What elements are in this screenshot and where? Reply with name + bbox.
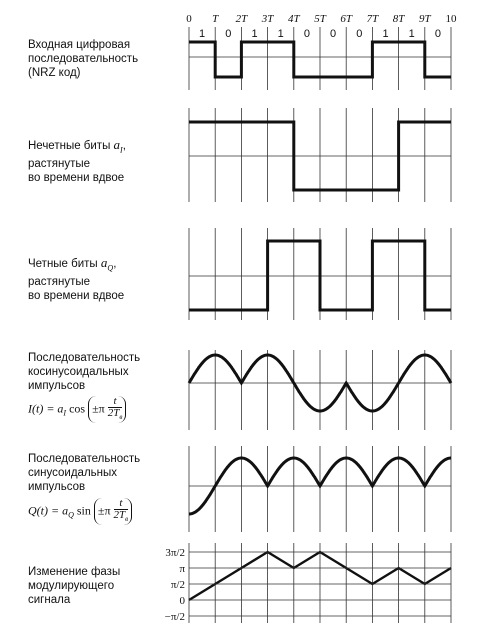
nrz-row-label — [28, 38, 138, 80]
cos-formula — [28, 396, 126, 423]
even-trace — [189, 241, 451, 310]
time-tick-label: 5T — [314, 13, 326, 25]
time-tick-label: 2T — [235, 13, 248, 25]
bit-label: 0 — [434, 28, 441, 40]
time-tick-label: 3T — [261, 13, 274, 25]
sin-formula-coef: a — [62, 503, 69, 518]
time-tick-label: T — [212, 13, 219, 25]
time-tick-label: 0 — [186, 13, 192, 25]
cos-formula-sub: I — [63, 408, 67, 418]
even-row-label — [28, 256, 124, 303]
odd-label-line: Нечетные биты $a_I$, — [28, 137, 126, 155]
cos-formula-lhs: I(t) = — [28, 401, 58, 416]
time-tick-label: 8T — [392, 13, 405, 25]
time-tick-label: 10 — [445, 13, 457, 25]
time-tick-label: 6T — [340, 13, 353, 25]
sin-row-label — [28, 452, 140, 494]
sin-formula-paren — [94, 498, 132, 525]
cos-formula-fraction — [108, 396, 123, 423]
sin-label-line: импульсов — [28, 481, 86, 493]
phase-row-label — [28, 565, 120, 607]
sin-formula-pm: ±π — [97, 503, 111, 518]
cos-label-line: косинусоидальных — [28, 366, 129, 378]
sin-formula — [28, 498, 132, 525]
nrz-label-line: (NRZ код) — [28, 67, 81, 79]
sin-formula-den-text: 2T — [113, 509, 126, 521]
even-label-line: Четные биты $a_Q$, — [28, 255, 117, 273]
bit-label: 0 — [225, 28, 232, 40]
phase-label-line: сигнала — [28, 594, 71, 606]
sin-label-line: Последовательность — [28, 453, 141, 465]
cos-formula-den-sub: в — [119, 413, 123, 422]
cos-formula-num: t — [108, 396, 123, 408]
sin-label-line: синусоидальных — [28, 467, 118, 479]
phase-tick-label: 3π/2 — [165, 547, 185, 559]
sin-formula-num: t — [114, 498, 129, 510]
sin-formula-fraction — [114, 498, 129, 525]
even-label-line: растянутые — [28, 276, 91, 289]
cos-formula-den-text: 2T — [107, 407, 120, 419]
sin-formula-lhs: Q(t) = — [28, 503, 63, 518]
cos-formula-paren — [88, 396, 126, 423]
phase-label-line: модулирующего — [28, 580, 115, 592]
phase-tick-label: −π/2 — [164, 611, 185, 623]
sin-formula-den — [114, 510, 129, 525]
odd-label-line: во времени вдвое — [28, 172, 125, 185]
even-label-line: во времени вдвое — [28, 290, 125, 303]
cos-formula-coef: a — [57, 401, 64, 416]
phase-tick-label: 0 — [179, 595, 185, 607]
sin-formula-den-sub: в — [125, 515, 129, 524]
bit-label: 0 — [356, 28, 363, 40]
nrz-label-line: последовательность — [28, 53, 139, 65]
nrz-label-line: Входная цифровая — [28, 39, 131, 51]
sin-formula-sub: Q — [68, 510, 74, 520]
odd-label-line: растянутые — [28, 158, 91, 171]
bit-label: 1 — [408, 28, 415, 40]
time-tick-labels — [186, 13, 457, 25]
cos-row-label — [28, 351, 140, 393]
cos-label-line: импульсов — [28, 380, 86, 392]
time-tick-label: 4T — [287, 13, 300, 25]
odd-label-text: Нечетные биты — [28, 140, 111, 152]
bit-label: 1 — [382, 28, 389, 40]
cos-label-line: Последовательность — [28, 352, 141, 364]
bit-label: 1 — [277, 28, 284, 40]
odd-row-label — [28, 138, 126, 185]
phase-tick-label: π/2 — [170, 579, 185, 591]
sin-formula-fn: sin — [73, 503, 91, 518]
cos-formula-den — [108, 408, 123, 423]
time-tick-label: 9T — [418, 13, 431, 25]
phase-label-line: Изменение фазы — [28, 566, 121, 578]
bit-label: 0 — [330, 28, 337, 40]
time-tick-label: 7T — [366, 13, 379, 25]
bit-label: 1 — [199, 28, 206, 40]
bit-label: 1 — [251, 28, 258, 40]
phase-tick-label: π — [179, 563, 185, 575]
even-sym-sub: Q — [107, 263, 114, 273]
cos-formula-pm: ±π — [92, 401, 105, 416]
cos-formula-fn: cos — [66, 401, 86, 416]
even-label-text: Четные биты — [28, 258, 98, 270]
bit-label: 0 — [303, 28, 310, 40]
odd-sym-sub: I — [120, 145, 123, 155]
time-gridlines — [189, 27, 451, 623]
